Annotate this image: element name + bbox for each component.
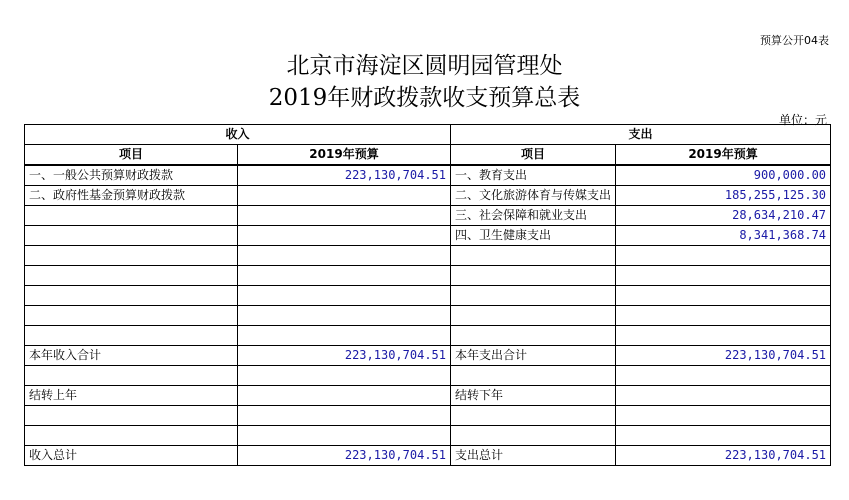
table-row: [25, 386, 831, 406]
income-amount-cell: [238, 286, 451, 306]
income-item-cell: [25, 366, 238, 386]
table-row: [25, 286, 831, 306]
table-row: [25, 326, 831, 346]
expense-item-cell: 本年支出合计: [451, 346, 616, 366]
expense-amount-cell: 28,634,210.47: [616, 206, 831, 226]
income-item-cell: 一、一般公共预算财政拨款: [25, 165, 238, 186]
expense-amount-cell: [616, 366, 831, 386]
income-item-cell: [25, 406, 238, 426]
income-amount-cell: 223,130,704.51: [238, 346, 451, 366]
expense-amount-cell: 8,341,368.74: [616, 226, 831, 246]
expense-item-cell: [451, 426, 616, 446]
expense-item-cell: [451, 326, 616, 346]
income-amount-cell: [238, 326, 451, 346]
budget-table: [24, 124, 831, 466]
income-item-cell: 收入总计: [25, 446, 238, 466]
expense-amount-cell: 900,000.00: [616, 165, 831, 186]
income-item-cell: 结转上年: [25, 386, 238, 406]
expense-amount-cell: [616, 286, 831, 306]
expense-amount-cell: 223,130,704.51: [616, 346, 831, 366]
section-header-row: [25, 125, 831, 145]
expense-item-cell: 四、卫生健康支出: [451, 226, 616, 246]
expense-item-cell: [451, 286, 616, 306]
expense-item-column-header: 项目: [451, 145, 616, 166]
expense-amount-cell: 185,255,125.30: [616, 186, 831, 206]
table-row: [25, 366, 831, 386]
page-title: 北京市海淀区圆明园管理处: [286, 53, 563, 79]
income-amount-cell: [238, 246, 451, 266]
table-row: [25, 226, 831, 246]
expense-section-header: 支出: [451, 125, 831, 145]
table-row: [25, 306, 831, 326]
table-row: [25, 446, 831, 466]
expense-amount-cell: [616, 406, 831, 426]
income-item-cell: [25, 226, 238, 246]
income-amount-cell: [238, 226, 451, 246]
expense-amount-cell: [616, 266, 831, 286]
form-code: 预算公开04表: [760, 34, 829, 47]
income-item-cell: [25, 246, 238, 266]
table-row: [25, 346, 831, 366]
income-section-header: 收入: [25, 125, 451, 145]
table-row: [25, 426, 831, 446]
unit-label: 单位：元: [778, 113, 827, 127]
income-item-column-header: 项目: [25, 145, 238, 166]
income-item-cell: [25, 306, 238, 326]
income-item-cell: [25, 266, 238, 286]
expense-amount-cell: 223,130,704.51: [616, 446, 831, 466]
income-amount-cell: [238, 406, 451, 426]
expense-item-cell: 三、社会保障和就业支出: [451, 206, 616, 226]
income-amount-cell: [238, 306, 451, 326]
expense-amount-cell: [616, 386, 831, 406]
expense-amount-cell: [616, 426, 831, 446]
table-row: [25, 165, 831, 186]
expense-item-cell: [451, 406, 616, 426]
table-row: [25, 186, 831, 206]
expense-item-cell: [451, 246, 616, 266]
expense-amount-cell: [616, 306, 831, 326]
expense-amount-cell: [616, 326, 831, 346]
income-item-cell: [25, 326, 238, 346]
income-amount-cell: 223,130,704.51: [238, 446, 451, 466]
income-item-cell: [25, 286, 238, 306]
expense-budget-column-header: 2019年预算: [616, 145, 831, 166]
expense-item-cell: [451, 366, 616, 386]
expense-item-cell: 支出总计: [451, 446, 616, 466]
table-row: [25, 406, 831, 426]
income-amount-cell: [238, 426, 451, 446]
column-header-row: [25, 145, 831, 166]
income-item-cell: [25, 426, 238, 446]
income-amount-cell: [238, 186, 451, 206]
income-amount-cell: [238, 386, 451, 406]
expense-item-cell: 一、教育支出: [451, 165, 616, 186]
income-amount-cell: 223,130,704.51: [238, 165, 451, 186]
table-row: [25, 246, 831, 266]
income-amount-cell: [238, 266, 451, 286]
income-amount-cell: [238, 366, 451, 386]
table-row: [25, 266, 831, 286]
page-subtitle: 2019年财政拨款收支预算总表: [268, 85, 581, 111]
income-item-cell: 本年收入合计: [25, 346, 238, 366]
table-row: [25, 206, 831, 226]
table-body: [25, 165, 831, 466]
income-amount-cell: [238, 206, 451, 226]
expense-item-cell: 二、文化旅游体育与传媒支出: [451, 186, 616, 206]
expense-item-cell: 结转下年: [451, 386, 616, 406]
expense-amount-cell: [616, 246, 831, 266]
income-item-cell: [25, 206, 238, 226]
expense-item-cell: [451, 306, 616, 326]
income-budget-column-header: 2019年预算: [238, 145, 451, 166]
income-item-cell: 二、政府性基金预算财政拨款: [25, 186, 238, 206]
expense-item-cell: [451, 266, 616, 286]
